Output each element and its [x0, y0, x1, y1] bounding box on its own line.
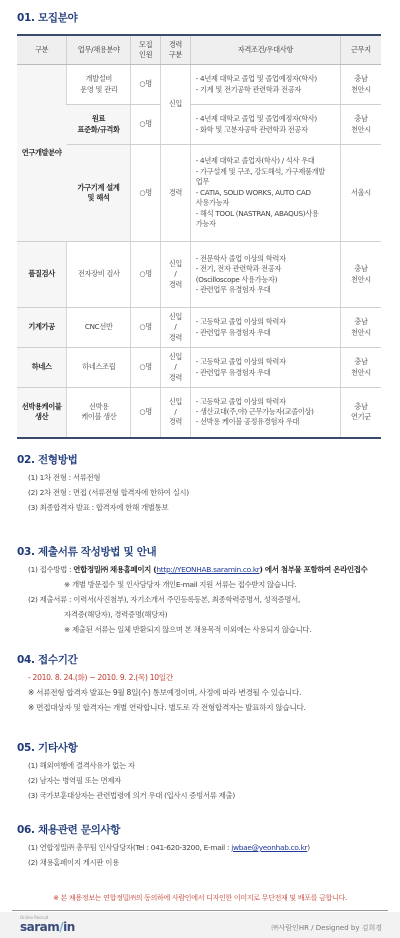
- row-qualification: - 고등학교 졸업 이상의 학력자 - 관련업무 유경험자 우대: [190, 348, 340, 388]
- section-title-screening: 02. 전형방법: [17, 454, 78, 466]
- apply-note: ※ 개별 방문접수 및 인사담당자 개인E-mail 지원 서류는 접수받지 않습니다.: [64, 580, 297, 589]
- table-row: [17, 145, 381, 242]
- list-item: (2) 채용홈페이지 게시판 이용: [28, 858, 119, 867]
- header-qualification: 자격조건/우대사항: [190, 35, 340, 65]
- list-item: (3) 최종합격자 발표 : 합격자에 한해 개별통보: [28, 503, 169, 512]
- period-block: [28, 670, 306, 715]
- header-count-label: 모집 인원: [138, 40, 153, 59]
- logo-text-end: in: [63, 920, 75, 934]
- row-career: 신입 / 경력: [161, 348, 191, 388]
- row-field: 가구기계 설계 및 해석: [67, 145, 131, 242]
- row-location: 충남 천안시: [340, 65, 381, 105]
- row-location: 충남 천안시: [340, 348, 381, 388]
- header-career: [161, 35, 191, 65]
- row-qualification: - 4년제 대학교 졸업 및 졸업예정자(학사) - 기계 및 전기공학 관련학과 전공자: [190, 65, 340, 105]
- row-qualification: - 고등학교 졸업 이상의 학력자 - 관련업무 유경험자 우대: [190, 308, 340, 348]
- footer-divider: [12, 910, 388, 911]
- section-title-recruit-fields: 01. 모집분야: [17, 12, 78, 24]
- row-career: 신입 / 경력: [161, 388, 191, 438]
- row-count: ○명: [131, 65, 161, 105]
- row-group: 하네스: [17, 348, 67, 388]
- apply-label: (1) 접수방법 :: [28, 565, 74, 574]
- footer-credit: ㈜사람인HR / Designed by 김희경: [271, 924, 382, 932]
- period-note: ※ 면접대상자 및 합격자는 개별 연락합니다. 별도로 각 전형합격자는 발표하지 않습니다.: [28, 703, 306, 712]
- row-field: 전자장비 검사: [67, 242, 131, 308]
- row-field: 하네스조립: [67, 348, 131, 388]
- row-qualification: - 전문학사 졸업 이상의 학력자 - 전기, 전자 관련학과 전공자 (Oscilloscope 사용가능자) - 관련업무 유경험자 우대: [190, 242, 340, 308]
- row-field: CNC선반: [67, 308, 131, 348]
- row-group: 품질검사: [17, 242, 67, 308]
- row-group: 연구개발분야: [17, 65, 67, 242]
- list-item: (2) 남자는 병역필 또는 면제자: [28, 776, 122, 785]
- row-career: 신입 / 경력: [161, 242, 191, 308]
- table-row: [17, 65, 381, 105]
- list-item: [28, 562, 367, 577]
- row-count: ○명: [131, 242, 161, 308]
- logo-text: saram: [20, 920, 60, 934]
- row-career: 신입 / 경력: [161, 308, 191, 348]
- row-location: 충남 연기군: [340, 388, 381, 438]
- row-qualification: - 4년제 대학교 졸업 및 졸업예정자(학사) - 화학 및 고분자공학 관련학과 전공자: [190, 105, 340, 145]
- logo-slash: /: [59, 920, 64, 934]
- table-row: [17, 388, 381, 438]
- row-count: ○명: [131, 348, 161, 388]
- row-qualification: - 고등학교 졸업 이상의 학력자 - 생산교대(주,야) 근무가능자(교졸이상) - 선박용 케이블 공정유경험자 우대: [190, 388, 340, 438]
- row-count: ○명: [131, 105, 161, 145]
- contact-text-end: ): [307, 843, 310, 852]
- row-location: 충남 천안시: [340, 242, 381, 308]
- row-field: 개발설비 운영 및 관리: [67, 65, 131, 105]
- apply-text-end: ) 에서 첨부물 포함하여 온라인접수: [259, 565, 368, 574]
- saramin-logo: [20, 920, 75, 934]
- row-qualification: - 4년제 대학교 졸업자(학사) / 석사 우대 - 가구설계 및 구조, 강도해석, 가구제품개발 업무 - CATIA, SOLID WORKS, AUTO CAD 사용가능자 - 해석 TOOL (NASTRAN, ABAQUS)사용 가능자: [190, 145, 340, 242]
- row-location: 충남 천안시: [340, 105, 381, 145]
- table-header-row: [17, 35, 381, 65]
- list-item: (1) 1차 전형 : 서류전형: [28, 473, 101, 482]
- recruit-table: [17, 34, 381, 439]
- period-note: ※ 서류전형 합격자 발표는 9월 8일(수) 통보예정이며, 사정에 따라 변경될 수 있습니다.: [28, 688, 302, 697]
- footer: [0, 912, 400, 938]
- table-row: [17, 242, 381, 308]
- table-row: [17, 348, 381, 388]
- row-location: 서울시: [340, 145, 381, 242]
- row-field: 선박용 케이블 생산: [67, 388, 131, 438]
- etc-list: [28, 758, 235, 803]
- list-item: (3) 국가보훈대상자는 관련법령에 의거 우대 (입사시 증빙서류 제출): [28, 791, 235, 800]
- header-count: [131, 35, 161, 65]
- list-item-continued: 자격증(해당자), 경력증명(해당자): [64, 610, 168, 619]
- contact-text: (1) 연합정밀㈜ 총무팀 인사담당자(Tel : 041-620-3200, E-mail :: [28, 843, 232, 852]
- row-career: 경력: [161, 145, 191, 242]
- apply-link[interactable]: http://YEONHAB.saramin.co.kr: [156, 565, 260, 574]
- contact-list: [28, 840, 310, 870]
- section-title-etc: 05. 기타사항: [17, 742, 78, 754]
- row-count: ○명: [131, 308, 161, 348]
- section-title-period: 04. 접수기간: [17, 654, 78, 666]
- table-row: [17, 105, 381, 145]
- documents-list: [28, 562, 367, 637]
- period-dates: - 2010. 8. 24.(화) ~ 2010. 9. 2.(목) 10일간: [28, 673, 173, 682]
- contact-email-link[interactable]: jwbae@yeonhab.co.kr: [231, 843, 308, 852]
- list-item: [28, 840, 310, 855]
- row-career: 신입: [161, 65, 191, 145]
- docs-note: ※ 제출된 서류는 일체 반환되지 않으며 본 채용목적 이외에는 사용되지 않습니다.: [64, 625, 312, 634]
- header-career-label: 경력 구분: [168, 40, 183, 59]
- row-location: 충남 천안시: [340, 308, 381, 348]
- logo-tagline: Online Recruit: [20, 915, 49, 920]
- list-item: (2) 2차 전형 : 면접 (서류전형 합격자에 한하여 실시): [28, 488, 189, 497]
- row-count: ○명: [131, 145, 161, 242]
- row-count: ○명: [131, 388, 161, 438]
- row-group: 기계가공: [17, 308, 67, 348]
- row-field: 원료 표준화/규격화: [67, 105, 131, 145]
- section-title-contact: 06. 채용관련 문의사항: [17, 824, 121, 836]
- screening-list: [28, 470, 189, 515]
- row-group: 선박용케이블 생산: [17, 388, 67, 438]
- copyright-notice: ※ 본 채용정보는 연합정밀㈜의 동의하에 사람인에서 디자인한 이미지로 무단전재 및 배포를 금합니다.: [53, 894, 347, 902]
- table-row: [17, 308, 381, 348]
- apply-text: 연합정밀㈜ 채용홈페이지 (: [73, 565, 157, 574]
- section-title-documents: 03. 제출서류 작성방법 및 안내: [17, 546, 157, 558]
- header-category: 구분: [17, 35, 67, 65]
- header-field: 업무/채용분야: [67, 35, 131, 65]
- list-item: (1) 해외여행에 결격사유가 없는 자: [28, 761, 135, 770]
- header-location: 근무지: [340, 35, 381, 65]
- list-item: (2) 제출서류 : 이력서(사진첨부), 자기소개서 주민등록등본, 최종학력증명서, 성적증명서,: [28, 595, 301, 604]
